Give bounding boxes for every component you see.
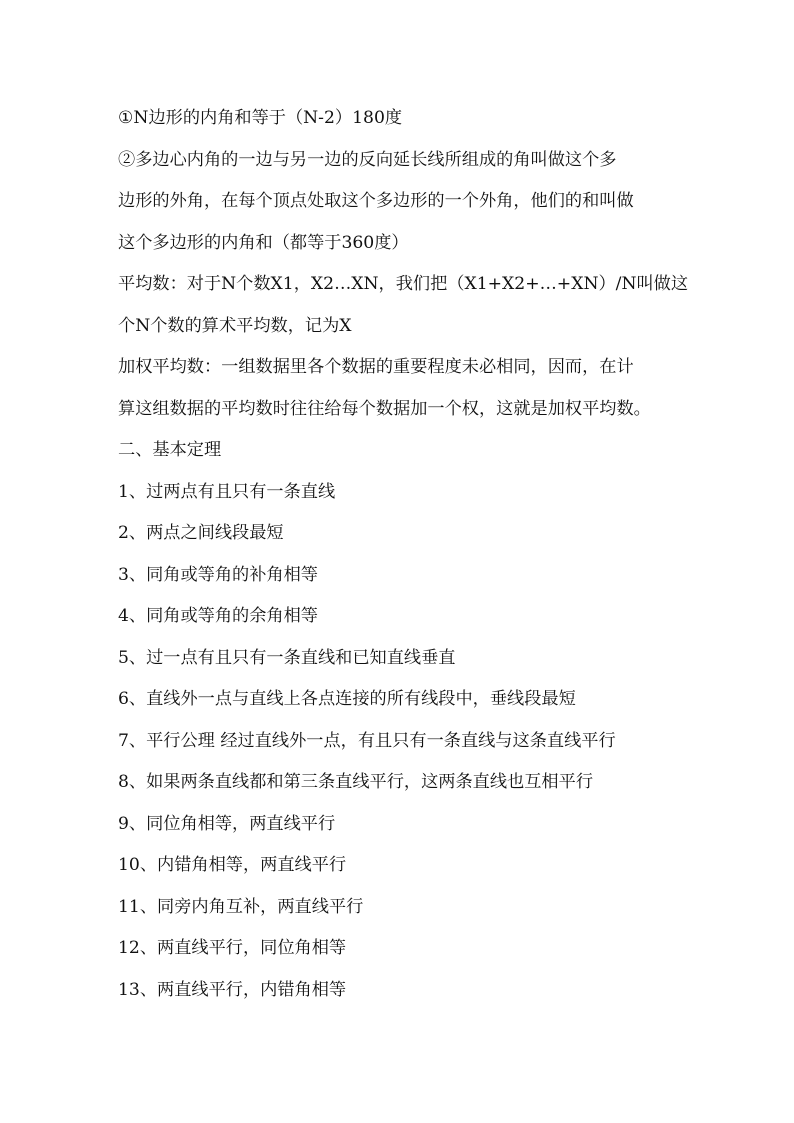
theorem-item-6: 6、直线外一点与直线上各点连接的所有线段中，垂线段最短 [118,689,576,709]
theorem-item-8: 8、如果两条直线都和第三条直线平行，这两条直线也互相平行 [118,772,594,792]
theorem-item-9: 9、同位角相等，两直线平行 [118,813,336,834]
theorem-item-2: 2、两点之间线段最短 [118,523,284,543]
theorem-item-10: 10、内错角相等，两直线平行 [118,855,347,875]
theorem-item-5: 5、过一点有且只有一条直线和已知直线垂直 [118,647,456,668]
theorem-item-4: 4、同角或等角的余角相等 [118,606,318,626]
text-line-weighted-mean-definition-2: 算这组数据的平均数时往往给每个数据加一个权，这就是加权平均数。 [118,398,651,419]
theorem-item-11: 11、同旁内角互补，两直线平行 [118,896,364,917]
text-line-weighted-mean-definition-1: 加权平均数：一组数据里各个数据的重要程度未必相同，因而，在计 [118,357,634,377]
theorem-item-1: 1、过两点有且只有一条直线 [118,481,336,502]
text-line-exterior-angle-definition-3: 这个多边形的内角和（都等于360度） [118,232,409,253]
document-body [118,98,689,1011]
text-line-mean-definition-1: 平均数：对于N个数X1，X2…XN，我们把（X1+X2+…+XN）/N叫做这 [118,274,689,294]
text-line-mean-definition-2: 个N个数的算术平均数，记为X [118,315,352,336]
text-line-exterior-angle-definition-2: 边形的外角，在每个顶点处取这个多边形的一个外角，他们的和叫做 [118,191,634,211]
text-line-exterior-angle-definition-1: ②多边心内角的一边与另一边的反向延长线所组成的角叫做这个多 [118,149,617,170]
theorem-item-3: 3、同角或等角的补角相等 [118,564,318,585]
section-heading-basic-theorems: 二、基本定理 [118,440,222,460]
theorem-item-13: 13、两直线平行，内错角相等 [118,979,347,1000]
text-line-polygon-interior-angle-sum: ①N边形的内角和等于（N-2）180度 [118,108,403,128]
theorem-item-12: 12、两直线平行，同位角相等 [118,938,347,958]
theorem-item-7: 7、平行公理 经过直线外一点，有且只有一条直线与这条直线平行 [118,730,616,751]
